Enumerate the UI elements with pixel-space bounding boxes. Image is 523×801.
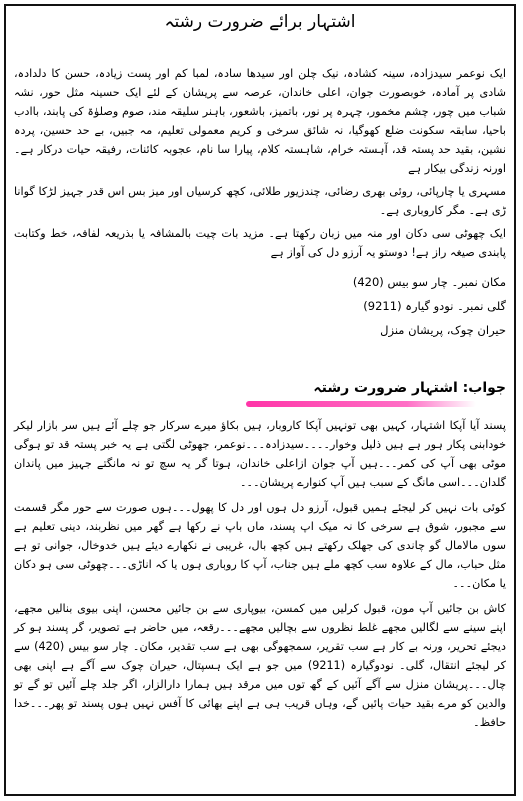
article-frame <box>4 4 516 796</box>
page-title: اشتہار برائے ضرورت رشتہ <box>164 12 356 32</box>
address-line: حیران چوک، پریشان منزل <box>380 323 506 337</box>
reply-heading <box>246 378 506 407</box>
reply-paragraph-2: کوئی بات نہیں کر لیجئے ہمیں قبول، آرزو دل ہوں اور دل کا پھول۔۔۔ہوں صورت سے حور مگر قسمت سے مجبور، شوق ہے سرخی کا نہ میک اپ پسند، ماں باپ نے رکھا ہے گھر میں نظربند، دینی تعلیم ہے سوں مالامال گو چاندی کی جھلک رکھتے ہیں کچھ بال، غریبی نے نکھارے دیئے ہیں خدوخال، جوانی تو ہے مثل حباب، مال کے علاوہ سب کچھ ملے ہیں جناب، آپ کا روباری ہوں یا کہ اناڑی۔۔۔چھوٹی سی ہو دکان یا مکان۔۔۔ <box>14 501 506 590</box>
ad-section <box>14 64 506 342</box>
reply-paragraph-1: پسند آیا آپکا اشتہار، کہیں بھی تونہیں آپکا کاروبار، ہیں بکاؤ میرے سرکار جو چلے آئے ہیں سر بازار لیکر خودابنی پکار ہور ہے ہیں ذلیل وخوار۔۔۔۔سیدزادہ۔۔۔نوعمر، جھوٹی لگتی ہے یہ خبر پستہ قد تو ہوگی موٹی بھی آپ کی کمر۔۔۔ہیں آپ جوان ازاعلی خاندان، ہوتا گر یہ سچ تو نہ مانگتے جہیز میں پاندان گلدان۔۔۔اسی مانگ کے سبب ہیں آپ کنوارے پریشان۔۔۔ <box>14 419 506 489</box>
reply-section <box>14 416 506 738</box>
address-line: مکان نمبر۔ چار سو بیس (420) <box>352 275 506 289</box>
reply-paragraph-3: کاش بن جائیں آپ مون، قبول کرلیں میں کمسن، بیوپاری سے بن جائیں محسن، اپنی بیوی بنالیں مجھے، اپنے سینے سے لگالیں مجھے غلط نظروں سے بچالیں مجھے۔۔۔رقعہ، میں حاضر ہے تصویر، گر پسند ہو کر دیجئے تحریر، ورنہ بے کار ہے سب تقریر، سمجھوگی بھی ہے سب تقدیر، مکان۔ چار سو بیس (420) سے کر لیجئے انتقال، گلی۔ نودوگیارہ (9211) میں جو ہے ایک ہسپتال، حیران چوک سے آگے ہے اپنی بھی چال۔۔۔پریشان منزل سے آگے آئیں کے گھ توں میں مرقد ہیں ہمارا دارالزار، اگر جلد چلے آئیں تو گے تو والدین کو مرے بقید حیات پائیں گے، وہاں قریب ہی ہے اپنے بھائی کا آفس نہیں ہوں پسند تو پھر۔۔۔خدا حافظ۔ <box>14 602 506 729</box>
ad-paragraph-2: مسہری یا چارپائی، روئی بھری رضائی، چندزیور طلائی، کچھ کرسیاں اور میز بس اس قدر جہیز لڑکا گوانا ڑی ہے۔ مگر کاروباری ہے۔ <box>14 185 506 217</box>
highlight-underline <box>246 401 476 407</box>
ad-paragraph-1: ایک نوعمر سیدزادہ، سینہ کشادہ، نیک چلن اور سیدھا سادہ، لمبا کم اور پست زیادہ، حسن کا دلدادہ، شادی پر آمادہ، خوبصورت جوان، اعلی خاندان، عرصہ سے پریشان کے لئے ایک حسینہ مثل حور، نشہ شباب میں چور، چشم مخمور، چہرہ پر نور، باتمیز، باشعور، باہنر سلیقہ مند، صوم وصلوٰۃ کی پابند، باادب باحیا، سابقہ سکونت ضلع کھوگیا، نہ شائق سرخی و کریم معمولی تعلیم، مہ جبیں، بے حد حسین، پردہ نشین، بقید حد پستہ قد، آہستہ خرام، شاہستہ کلام، پیارا سا نام، عجوبہ کائنات، رفیقہ حیات درکار ہے۔ اورنہ زندگی بیکار ہے <box>14 67 506 175</box>
address-block <box>14 270 506 342</box>
address-line: گلی نمبر۔ نودو گیارہ (9211) <box>363 299 506 313</box>
reply-title: جواب: اشتہار ضرورت رشتہ <box>313 380 506 396</box>
ad-paragraph-3: ایک چھوٹی سی دکان اور منہ میں زبان رکھتا ہے۔ مزید بات چیت بالمشافہ یا بذریعہ لفافہ، خط وکتابت پابندی صیغہ راز ہے! دوستو یہ آرزو دل کی آواز ہے <box>14 227 506 259</box>
